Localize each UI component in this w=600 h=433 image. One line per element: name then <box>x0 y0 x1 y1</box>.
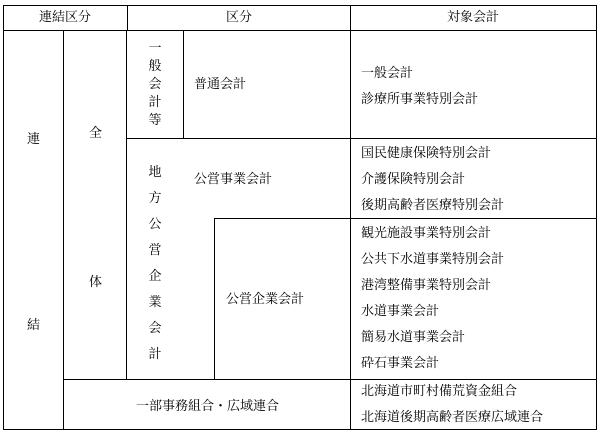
divider-zentai-row <box>63 379 597 380</box>
ichibu-target-1: 北海道市町村備荒資金組合 <box>361 384 518 399</box>
zentai-label-top: 全 <box>89 126 103 141</box>
koei-jigyo-kaikei-label: 公営事業会計 <box>194 172 273 187</box>
koei-jigyo-target-2: 介護保険特別会計 <box>361 172 466 187</box>
koei-kigyo-target-3: 港湾整備事業特別会計 <box>361 278 492 293</box>
table-border-bottom <box>3 429 597 430</box>
divider-koei-kigyo-row <box>214 218 597 219</box>
ichibu-jimu-label: 一部事務組合・広域連合 <box>136 399 280 414</box>
futsu-target-1: 一般会計 <box>361 66 414 81</box>
renketsu-label-top: 連 <box>27 132 41 147</box>
koei-kigyo-target-6: 砕石事業会計 <box>361 356 440 371</box>
zentai-label-bottom: 体 <box>89 275 103 290</box>
koei-kigyo-target-4: 水道事業会計 <box>361 304 440 319</box>
header-renketsu-kubun: 連結区分 <box>38 10 92 25</box>
divider-renketsu-col <box>63 30 64 429</box>
futsu-kaikei-label: 普通会計 <box>194 77 247 92</box>
table-border-left <box>3 5 4 430</box>
divider-futsu-row <box>126 138 597 139</box>
ippan-kaikei-tou-label: 一般会計等 <box>148 41 162 128</box>
koei-kigyo-kaikei-label: 公営企業会計 <box>226 292 305 307</box>
header-kubun: 区分 <box>225 10 253 25</box>
header-taisho-kaikei: 対象会計 <box>446 10 500 25</box>
table-border-top <box>3 5 597 6</box>
renketsu-label-bottom: 結 <box>27 318 41 333</box>
header-divider <box>3 30 597 31</box>
divider-koei-kigyo-col <box>214 218 215 379</box>
koei-jigyo-target-3: 後期高齢者医療特別会計 <box>361 198 505 213</box>
koei-kigyo-target-2: 公共下水道事業特別会計 <box>361 252 505 267</box>
divider-ippan-col <box>183 30 184 138</box>
divider-header-col1 <box>127 5 128 30</box>
koei-jigyo-target-1: 国民健康保険特別会計 <box>361 146 492 161</box>
chiho-koei-kigyo-label: 地方公営企業会計 <box>148 165 162 362</box>
ichibu-target-2: 北海道後期高齢者医療広域連合 <box>361 410 544 425</box>
divider-zentai-col <box>126 30 127 379</box>
koei-kigyo-target-1: 観光施設事業特別会計 <box>361 226 492 241</box>
futsu-target-2: 診療所事業特別会計 <box>361 92 479 107</box>
koei-kigyo-target-5: 簡易水道事業会計 <box>361 330 466 345</box>
